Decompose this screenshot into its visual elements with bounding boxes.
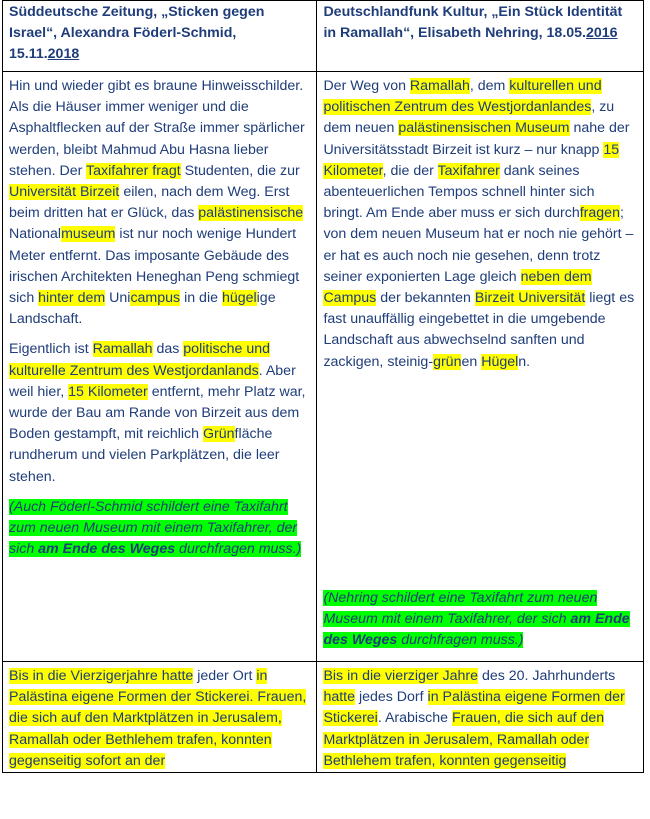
comparison-table [2, 0, 644, 773]
right-source-text: Deutschlandfunk Kultur, „Ein Stück Identität in Ramallah“, Elisabeth Nehring, 18.05. [323, 4, 623, 41]
text-segment: Grün [202, 426, 235, 443]
text-segment: ige Landschaft. [9, 290, 276, 328]
text-segment: 15 Kilometer [323, 141, 620, 179]
text-segment: Taxifahrer [437, 162, 500, 179]
right-text-cell-2 [317, 662, 644, 773]
left-text-cell [3, 72, 317, 662]
text-segment: . Aber weil hier, [9, 362, 296, 400]
text-segment: der bekannten [376, 290, 475, 307]
left-paragraph-2 [9, 339, 310, 487]
text-segment: ist nur noch wenige Hundert Meter entfernt. Das imposante Gebäude des irischen Architekten Heneghan Peng schmiegt sich [9, 226, 300, 307]
left-text-cell-2 [3, 662, 317, 773]
right-paragraph-1 [323, 76, 637, 373]
text-segment: museum [61, 226, 116, 243]
left-note [9, 497, 310, 561]
text-segment: das [152, 341, 184, 358]
text-row-2 [3, 662, 644, 773]
text-row [3, 72, 644, 662]
text-segment: politische und kulturelle Zentrum des Westjordanlands [9, 341, 271, 379]
text-segment: Der Weg von [323, 78, 410, 94]
text-segment: Frauen, die sich auf den Marktplätzen in Jerusalem, Ramallah oder Bethlehem trafen, konnten gegenseitig [323, 710, 605, 769]
text-segment: palästinensischen Museum [398, 120, 570, 137]
text-segment: campus [130, 290, 181, 307]
text-segment: neben dem Campus [323, 268, 592, 307]
right-note [323, 588, 637, 652]
text-segment: am Ende des Weges [38, 541, 176, 558]
text-segment: Eigentlich ist [9, 341, 93, 358]
text-segment: Universität Birzeit [9, 184, 120, 201]
text-segment: durchfragen muss.) [397, 632, 524, 649]
text-segment: Uni [105, 290, 131, 307]
text-segment: . Arabische [377, 710, 452, 727]
text-segment: hatte [323, 689, 355, 706]
text-segment: in Palästina eigene Formen der Stickerei [323, 689, 625, 727]
right-source-year: 2016 [586, 25, 618, 41]
left-paragraph-1 [9, 76, 310, 330]
text-segment: in die [180, 290, 222, 307]
text-segment: jeder Ort [193, 668, 257, 684]
text-segment: hinter dem [38, 290, 106, 307]
text-segment: grün [433, 353, 462, 370]
text-segment: (Nehring schildert eine Taxifahrt zum neuen Museum mit einem Taxifahrer, der sich [323, 590, 598, 628]
text-segment: Ramallah [409, 78, 470, 94]
text-segment: entfernt, mehr Platz war, wurde der Bau am Rande von Birzeit aus dem Boden gestampft, mit reichlich [9, 383, 306, 443]
text-segment: ; von dem neuen Museum hat er noch nie gehört – er hat es auch noch nie gesehen, denn trotz seiner exponierten Lage gleich [323, 205, 634, 285]
text-segment: kulturellen und politischen Zentrum des Westjordanlandes [323, 78, 602, 116]
text-segment: fläche rundherum und vielen Parkplätzen, die leer stehen. [9, 426, 280, 485]
text-segment: jedes Dorf [355, 689, 428, 706]
text-segment: am Ende des Weges [323, 611, 630, 649]
right-text-cell [317, 72, 644, 662]
text-segment: des 20. Jahrhunderts [478, 668, 616, 684]
text-segment: liegt es fast unauffällig eingebettet in die umgebende Landschaft aus abwechselnd sanften und zackigen, steinig- [323, 290, 635, 370]
text-segment: Bis in die vierziger Jahre [323, 668, 478, 684]
text-segment: National [9, 226, 62, 243]
text-segment: in Palästina eigene Formen der Stickerei. Frauen, die sich auf den Marktplätzen in Jerusalem, Ramallah oder Bethlehem trafen, konnten gegenseitig sofort an der [9, 668, 307, 769]
text-segment: Ramallah [92, 341, 153, 358]
text-segment: , dem [469, 78, 510, 94]
text-segment: palästinensische [198, 205, 304, 222]
text-segment: , zu dem neuen [323, 99, 615, 137]
text-segment: Bis in die Vierzigerjahre hatte [9, 668, 194, 684]
text-segment: fragen [579, 205, 620, 222]
text-segment: Taxifahrer fragt [86, 162, 181, 179]
text-segment: Hügel [481, 353, 519, 370]
right-source-header [317, 1, 644, 72]
left-source-year: 2018 [47, 46, 80, 62]
text-segment: n. [518, 353, 531, 370]
left-source-header [3, 1, 317, 72]
text-segment: Hin und wieder gibt es braune Hinweisschilder. Als die Häuser immer weniger und die Asphaltflecken auf der Straße immer spärlicher werden, bleibt Mahmud Abu Hasna lieber stehen. Der [9, 78, 305, 179]
left-source-text: Süddeutsche Zeitung, „Sticken gegen Israel“, Alexandra Föderl-Schmid, 15.11. [9, 4, 265, 62]
header-row [3, 1, 644, 72]
text-segment: en [461, 353, 482, 370]
text-segment: Studenten, die zur [180, 162, 300, 179]
text-segment: durchfragen muss.) [175, 541, 302, 558]
text-segment: (Auch Föderl-Schmid schildert eine Taxifahrt zum neuen Museum mit einem Taxifahrer, der sich [9, 498, 298, 558]
text-segment: Birzeit Universität [474, 290, 586, 307]
text-segment: nahe der Universitätsstadt Birzeit ist kurz – nur knapp [323, 120, 630, 158]
left-paragraph-3 [9, 666, 310, 772]
text-segment: dank seines abenteuerlichen Tempos schnell hinter sich bringt. Am Ende aber muss er sich durch [323, 162, 595, 222]
right-paragraph-3 [323, 666, 637, 772]
text-segment: , die der [382, 162, 438, 179]
text-segment: 15 Kilometer [68, 383, 148, 400]
text-segment: eilen, nach dem Weg. Erst beim dritten hat er Glück, das [9, 184, 290, 222]
text-segment: hügel [221, 290, 257, 307]
